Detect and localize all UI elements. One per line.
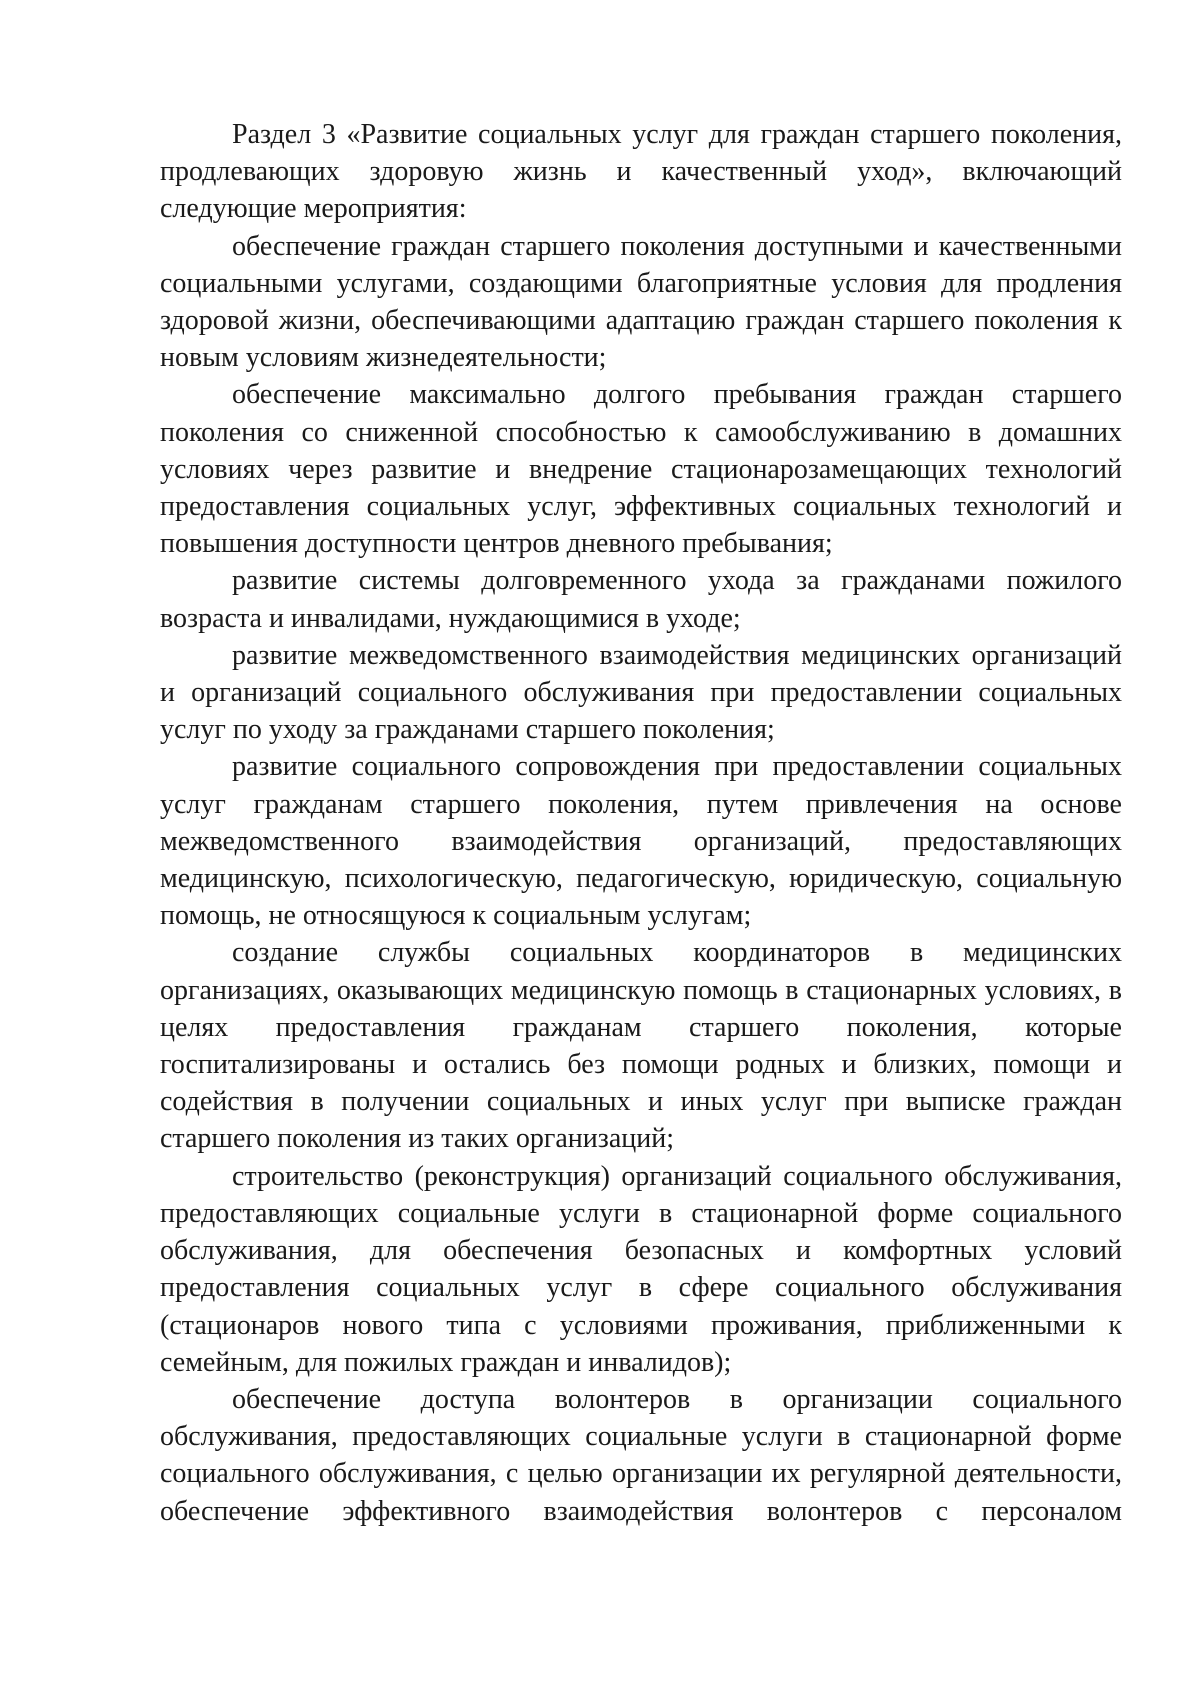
- paragraph-item-8: обеспечение доступа волонтеров в организации социального обслуживания, предоставляющих социальные услуги в стационарной форме социального обслуживания, с целью организации их регулярной деятельности, обеспечение эффективного взаимодействия волонтеров с персоналом: [160, 1383, 1122, 1527]
- paragraph-item-7: строительство (реконструкция) организаций социального обслуживания, предоставляющих социальные услуги в стационарной форме социального обслуживания, для обеспечения безопасных и комфортных условий предоставления социальных услуг в сфере социального обслуживания (стационаров нового типа с условиями проживания, приближенными к семейным, для пожилых граждан и инвалидов);: [160, 1160, 1122, 1378]
- document-body: [160, 116, 1122, 1530]
- paragraph-item-6: создание службы социальных координаторов в медицинских организациях, оказывающих медицинскую помощь в стационарных условиях, в целях предоставления гражданам старшего поколения, которые госпитализированы и остались без помощи родных и близких, помощи и содействия в получении социальных и иных услуг при выписке граждан старшего поколения из таких организаций;: [160, 937, 1122, 1155]
- paragraph-item-4: развитие межведомственного взаимодействия медицинских организаций и организаций социального обслуживания при предоставлении социальных услуг по уходу за гражданами старшего поколения;: [160, 639, 1122, 746]
- paragraph-item-1: обеспечение граждан старшего поколения доступными и качественными социальными услугами, создающими благоприятные условия для продления здоровой жизни, обеспечивающими адаптацию граждан старшего поколения к новым условиям жизнедеятельности;: [160, 230, 1122, 374]
- paragraph-section-3-heading: Раздел 3 «Развитие социальных услуг для граждан старшего поколения, продлевающих здоровую жизнь и качественный уход», включающий следующие мероприятия:: [160, 119, 1122, 225]
- paragraph-item-5: развитие социального сопровождения при предоставлении социальных услуг гражданам старшего поколения, путем привлечения на основе межведомственного взаимодействия организаций, предоставляющих медицинскую, психологическую, педагогическую, юридическую, социальную помощь, не относящуюся к социальным услугам;: [160, 751, 1122, 932]
- paragraph-item-3: развитие системы долговременного ухода за гражданами пожилого возраста и инвалидами, нуждающимися в уходе;: [160, 565, 1122, 634]
- paragraph-item-2: обеспечение максимально долгого пребывания граждан старшего поколения со сниженной способностью к самообслуживанию в домашних условиях через развитие и внедрение стационарозамещающих технологий предоставления социальных услуг, эффективных социальных технологий и повышения доступности центров дневного пребывания;: [160, 379, 1122, 560]
